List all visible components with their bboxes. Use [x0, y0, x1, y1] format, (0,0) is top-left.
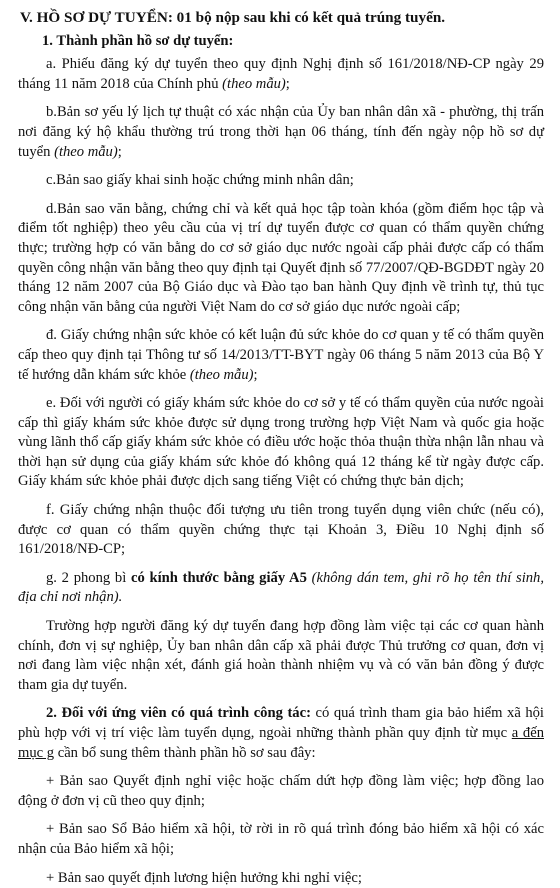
bullet-item: + Bản sao quyết định lương hiện hưởng khi nghỉ việc;: [46, 869, 362, 886]
item-f: f. Giấy chứng nhận thuộc đối tượng ưu tiên trong tuyển dụng viên chức (nếu có), được cơ quan có thẩm quyền chứng thực tại Khoản 3, Điều 10 Nghị định số 161/2018/NĐ-CP;: [18, 502, 544, 558]
bullet-item: + Bản sao Sổ Bảo hiểm xã hội, tờ rời in rõ quá trình đóng bảo hiểm xã hội có xác nhận của Bảo hiểm xã hội;: [18, 821, 544, 857]
item-a: a. Phiếu đăng ký dự tuyển theo quy định Nghị định số 161/2018/NĐ-CP ngày 29 tháng 11 năm 2018 của Chính phủ (theo mẫu);: [18, 56, 544, 92]
section-title: V. HỒ SƠ DỰ TUYỂN: 01 bộ nộp sau khi có kết quả trúng tuyển.: [20, 9, 446, 26]
bullet-item: + Bản sao Quyết định nghỉ việc hoặc chấm dứt hợp đồng làm việc; hợp đồng lao động ở đơn vị cũ theo quy định;: [18, 773, 544, 809]
note-paragraph: Trường hợp người đăng ký dự tuyển đang hợp đồng làm việc tại các cơ quan hành chính, đơn vị sự nghiệp, Ủy ban nhân dân cấp xã phải được Thủ trưởng cơ quan, đơn vị nơi đang làm việc nhận xét, đánh giá hoàn thành nhiệm vụ và có văn bản đồng ý được tham gia dự tuyển.: [18, 618, 544, 693]
item-e: e. Đối với người có giấy khám sức khỏe do cơ sở y tế có thẩm quyền của nước ngoài cấp thì giấy khám sức khỏe được sử dụng trong trường hợp Việt Nam và quốc gia hoặc vùng lãnh thổ cấp giấy khám sức khỏe có điều ước hoặc thỏa thuận thừa nhận lẫn nhau và thời hạn sử dụng của giấy khám sức khỏe đó không quá 12 tháng kể từ ngày được cấp. Giấy khám sức khỏe phải được dịch sang tiếng Việt có chứng thực bản dịch;: [18, 395, 544, 490]
item-b: b.Bản sơ yếu lý lịch tự thuật có xác nhận của Ủy ban nhân dân xã - phường, thị trấn nơi đăng ký hộ khẩu thường trú trong thời hạn 06 tháng, tính đến ngày nộp hồ sơ dự tuyển (theo mẫu);: [18, 104, 544, 160]
item-dd: đ. Giấy chứng nhận sức khỏe có kết luận đủ sức khỏe do cơ quan y tế có thẩm quyền cấp theo quy định tại Thông tư số 14/2013/TT-BYT ngày 06 tháng 5 năm 2013 của Bộ Y tế hướng dẫn khám sức khỏe (theo mẫu);: [18, 327, 544, 383]
item-d: d.Bản sao văn bằng, chứng chỉ và kết quả học tập toàn khóa (gồm điểm học tập và điểm tốt nghiệp) theo yêu cầu của vị trí dự tuyển được cơ quan có thẩm quyền chứng thực; trường hợp có văn bằng do cơ sở giáo dục nước ngoài cấp phải được cấp có thẩm quyền công nhận văn bằng theo quy định tại Quyết định số 77/2007/QĐ-BGDĐT ngày 20 tháng 12 năm 2007 của Bộ Giáo dục và Đào tạo ban hành Quy định về trình tự, thủ tục công nhận văn bằng của người Việt Nam do cơ sở giáo dục nước ngoài cấp;: [18, 200, 544, 315]
part1-title: 1. Thành phần hồ sơ dự tuyển:: [42, 32, 234, 49]
part2-intro: 2. Đối với ứng viên có quá trình công tác: có quá trình tham gia bảo hiểm xã hội phù hợp với vị trí việc làm tuyển dụng, ngoài những thành phần quy định từ mục a đến mục g cần bổ sung thêm thành phần hồ sơ sau đây:: [18, 705, 544, 761]
item-g: g. 2 phong bì có kính thước bằng giấy A5 (không dán tem, ghi rõ họ tên thí sinh, địa chỉ nơi nhận).: [18, 569, 544, 606]
part2-title: 2. Đối với ứng viên có quá trình công tác:: [46, 705, 311, 722]
item-c: c.Bản sao giấy khai sinh hoặc chứng minh nhân dân;: [46, 172, 354, 189]
